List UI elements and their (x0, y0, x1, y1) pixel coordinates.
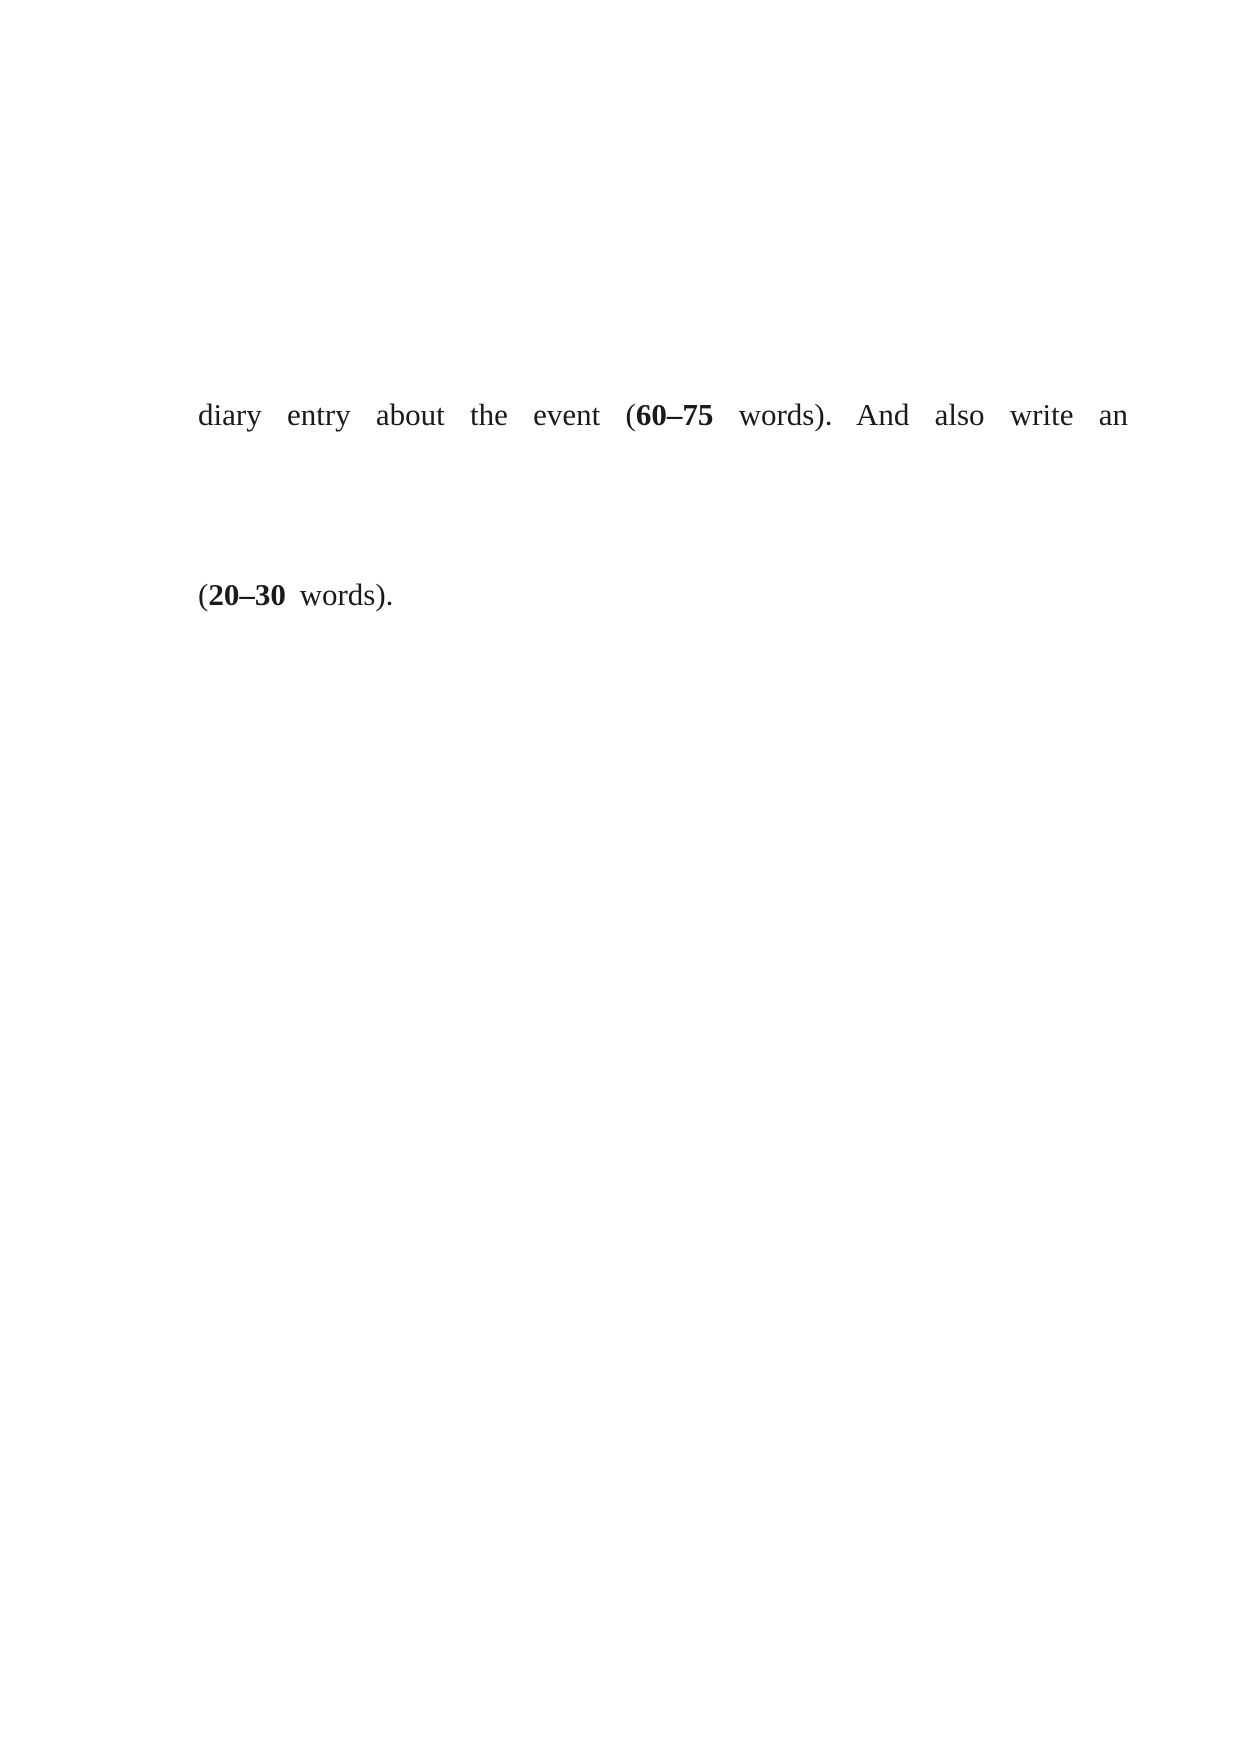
word-limit: 60–75 (635, 397, 714, 432)
question-e (112, 215, 1142, 612)
question-line: diary entry about the event (60–75 words). And also write an (198, 397, 1129, 432)
question-line (198, 485, 1128, 575)
question-text (198, 215, 1128, 665)
word-limit: 20–30 (208, 577, 286, 612)
question-line: (20–30 words). (198, 577, 394, 612)
question-line (198, 305, 1128, 395)
question-line (198, 215, 1128, 305)
